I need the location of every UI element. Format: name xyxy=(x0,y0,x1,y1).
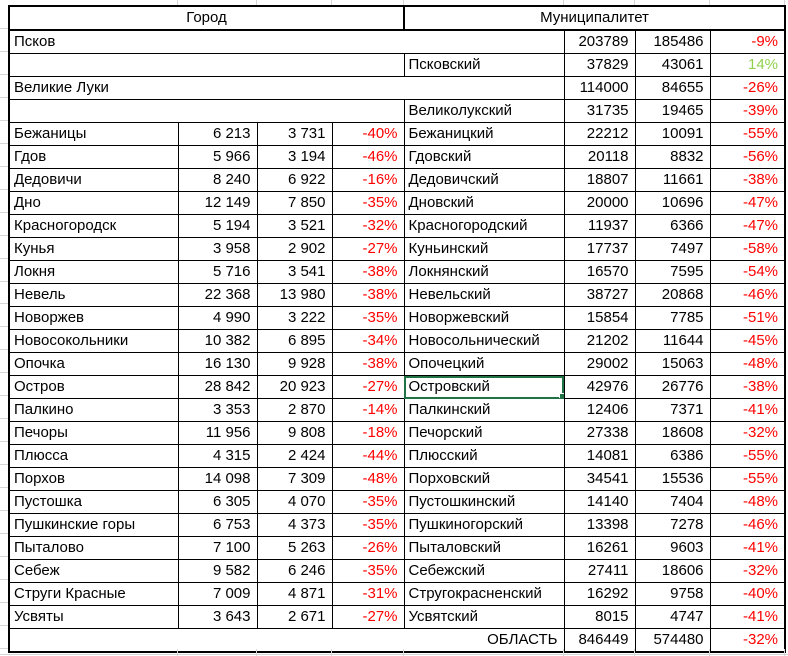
municipality-name-cell[interactable]: Пушкиногорский xyxy=(404,514,564,537)
municipality-value1-cell[interactable]: 17737 xyxy=(564,238,635,261)
city-value2-cell[interactable]: 13 980 xyxy=(257,284,332,307)
municipality-value2-cell[interactable]: 19465 xyxy=(635,100,710,123)
city-value1-cell[interactable]: 4 315 xyxy=(178,445,257,468)
municipality-pct-cell[interactable]: -38% xyxy=(710,376,785,399)
municipality-value1-cell[interactable]: 34541 xyxy=(564,468,635,491)
municipality-value1-cell[interactable]: 11937 xyxy=(564,215,635,238)
table-row xyxy=(9,330,785,353)
city-name-cell[interactable]: Великие Луки xyxy=(9,77,564,100)
gridline xyxy=(403,0,404,5)
city-pct-cell[interactable]: -40% xyxy=(332,123,404,146)
municipality-pct-cell[interactable]: -48% xyxy=(710,353,785,376)
municipality-name-cell[interactable]: Пустошкинский xyxy=(404,491,564,514)
municipality-pct-cell[interactable]: -41% xyxy=(710,399,785,422)
city-name-cell[interactable]: Пустошка xyxy=(9,491,178,514)
city-pct-cell[interactable]: -38% xyxy=(332,353,404,376)
table-row xyxy=(9,192,785,215)
municipality-value1-cell[interactable]: 18807 xyxy=(564,169,635,192)
municipality-pct-cell[interactable]: -32% xyxy=(710,422,785,445)
gridline xyxy=(0,235,8,236)
municipality-value2-cell[interactable]: 9758 xyxy=(635,583,710,606)
municipality-name-cell[interactable]: Плюсский xyxy=(404,445,564,468)
city-value2-cell[interactable]: 3 521 xyxy=(257,215,332,238)
table-row xyxy=(9,215,785,238)
table-row xyxy=(9,30,785,54)
city-name-cell[interactable]: Себеж xyxy=(9,560,178,583)
table-row xyxy=(9,353,785,376)
table-row xyxy=(9,146,785,169)
municipality-name-cell[interactable]: Опочецкий xyxy=(404,353,564,376)
city-name-cell[interactable]: Бежаницы xyxy=(9,123,178,146)
municipality-value2-cell[interactable]: 7371 xyxy=(635,399,710,422)
city-value2-cell[interactable]: 6 246 xyxy=(257,560,332,583)
city-value1-cell[interactable]: 6 213 xyxy=(178,123,257,146)
table-row xyxy=(9,307,785,330)
municipality-value2-cell[interactable]: 10091 xyxy=(635,123,710,146)
city-pct-cell[interactable]: -26% xyxy=(332,537,404,560)
municipality-value1-cell[interactable]: 31735 xyxy=(564,100,635,123)
city-name-cell[interactable]: Дедовичи xyxy=(9,169,178,192)
municipality-name-cell[interactable]: Псковский xyxy=(404,54,564,77)
gridline xyxy=(0,464,8,465)
gridline xyxy=(0,556,8,557)
municipality-pct-cell[interactable]: -56% xyxy=(710,146,785,169)
city-value1-cell[interactable]: 11 956 xyxy=(178,422,257,445)
table-row xyxy=(9,514,785,537)
region-total-row xyxy=(9,629,785,653)
city-name-cell[interactable]: Невель xyxy=(9,284,178,307)
city-name-cell[interactable]: Кунья xyxy=(9,238,178,261)
table-row xyxy=(9,583,785,606)
table-row xyxy=(9,537,785,560)
gridline xyxy=(0,510,8,511)
municipality-value2-cell[interactable]: 43061 xyxy=(635,54,710,77)
city-value2-cell[interactable]: 3 541 xyxy=(257,261,332,284)
gridline xyxy=(0,579,8,580)
city-value1-cell[interactable]: 12 149 xyxy=(178,192,257,215)
municipality-name-cell[interactable]: Красногородский xyxy=(404,215,564,238)
gridline xyxy=(634,0,635,5)
municipality-pct-cell[interactable]: -32% xyxy=(710,560,785,583)
municipality-pct-cell[interactable]: -40% xyxy=(710,583,785,606)
city-value2-cell[interactable]: 6 922 xyxy=(257,169,332,192)
city-value2-cell[interactable]: 2 671 xyxy=(257,606,332,629)
municipality-value2-cell[interactable]: 7497 xyxy=(635,238,710,261)
municipality-name-cell[interactable]: Усвятский xyxy=(404,606,564,629)
city-name-cell[interactable]: Дно xyxy=(9,192,178,215)
city-name-cell[interactable]: Локня xyxy=(9,261,178,284)
gridline xyxy=(0,120,8,121)
gridline xyxy=(0,281,8,282)
municipality-value2-cell[interactable]: 6386 xyxy=(635,445,710,468)
city-value1-cell[interactable]: 14 098 xyxy=(178,468,257,491)
city-value1-cell[interactable]: 3 643 xyxy=(178,606,257,629)
gridline xyxy=(0,487,8,488)
city-pct-cell[interactable]: -35% xyxy=(332,192,404,215)
municipality-value2-cell[interactable]: 185486 xyxy=(635,30,710,54)
municipality-name-cell[interactable]: Дновский xyxy=(404,192,564,215)
municipality-pct-cell[interactable]: -48% xyxy=(710,491,785,514)
city-value1-cell[interactable]: 3 958 xyxy=(178,238,257,261)
municipality-name-cell[interactable]: Невельский xyxy=(404,284,564,307)
city-name-cell[interactable]: Гдов xyxy=(9,146,178,169)
gridline xyxy=(0,97,8,98)
city-pct-cell[interactable]: -44% xyxy=(332,445,404,468)
municipality-name-cell[interactable]: Печорский xyxy=(404,422,564,445)
city-value1-cell[interactable]: 5 966 xyxy=(178,146,257,169)
municipality-name-cell[interactable]: Локнянский xyxy=(404,261,564,284)
municipality-pct-cell[interactable]: -26% xyxy=(710,77,785,100)
gridline xyxy=(0,303,8,304)
gridline xyxy=(0,349,8,350)
municipality-value2-cell[interactable]: 6366 xyxy=(635,215,710,238)
city-value1-cell[interactable]: 5 716 xyxy=(178,261,257,284)
city-name-cell[interactable]: Красногородск xyxy=(9,215,178,238)
municipality-value2-cell[interactable]: 4747 xyxy=(635,606,710,629)
city-value1-cell[interactable]: 28 842 xyxy=(178,376,257,399)
city-value2-cell[interactable]: 6 895 xyxy=(257,330,332,353)
municipality-name-cell[interactable]: Куньинский xyxy=(404,238,564,261)
municipality-value2-cell[interactable]: 18608 xyxy=(635,422,710,445)
city-value2-cell[interactable]: 9 808 xyxy=(257,422,332,445)
city-value2-cell[interactable]: 2 424 xyxy=(257,445,332,468)
municipality-value1-cell[interactable]: 16292 xyxy=(564,583,635,606)
city-name-cell[interactable]: Усвяты xyxy=(9,606,178,629)
table-row xyxy=(9,422,785,445)
municipality-value1-cell[interactable]: 14081 xyxy=(564,445,635,468)
table-row xyxy=(9,468,785,491)
municipality-name-cell[interactable]: Великолукский xyxy=(404,100,564,123)
city-pct-cell[interactable]: -27% xyxy=(332,606,404,629)
gridline xyxy=(331,0,332,5)
region-value2-cell[interactable]: 574480 xyxy=(635,629,710,653)
gridline xyxy=(784,0,785,5)
gridline xyxy=(0,441,8,442)
municipality-value1-cell[interactable]: 15854 xyxy=(564,307,635,330)
municipality-value2-cell[interactable]: 15536 xyxy=(635,468,710,491)
municipality-value2-cell[interactable]: 8832 xyxy=(635,146,710,169)
city-name-cell[interactable]: Плюсса xyxy=(9,445,178,468)
city-name-cell[interactable]: Остров xyxy=(9,376,178,399)
city-pct-cell[interactable]: -18% xyxy=(332,422,404,445)
municipality-name-cell[interactable]: Порховский xyxy=(404,468,564,491)
gridline xyxy=(256,0,257,5)
city-value1-cell[interactable]: 16 130 xyxy=(178,353,257,376)
municipality-value1-cell[interactable]: 22212 xyxy=(564,123,635,146)
municipality-value2-cell[interactable]: 11661 xyxy=(635,169,710,192)
municipality-value2-cell[interactable]: 20868 xyxy=(635,284,710,307)
table-row xyxy=(9,445,785,468)
municipality-value1-cell[interactable]: 16570 xyxy=(564,261,635,284)
empty-city-cell[interactable] xyxy=(9,54,404,77)
municipality-pct-cell[interactable]: -55% xyxy=(710,123,785,146)
population-table xyxy=(8,5,786,653)
municipality-pct-cell[interactable]: -46% xyxy=(710,284,785,307)
gridline xyxy=(177,0,178,5)
table-row xyxy=(9,399,785,422)
table-row xyxy=(9,100,785,123)
header-row xyxy=(9,6,785,30)
city-pct-cell[interactable]: -38% xyxy=(332,284,404,307)
gridline xyxy=(0,533,8,534)
city-value2-cell[interactable]: 2 902 xyxy=(257,238,332,261)
table-row xyxy=(9,261,785,284)
gridline xyxy=(0,372,8,373)
city-pct-cell[interactable]: -46% xyxy=(332,146,404,169)
gridline xyxy=(709,0,710,5)
city-pct-cell[interactable]: -35% xyxy=(332,491,404,514)
table-row xyxy=(9,77,785,100)
city-pct-cell[interactable]: -38% xyxy=(332,261,404,284)
municipality-pct-cell[interactable]: -38% xyxy=(710,169,785,192)
city-name-cell[interactable]: Печоры xyxy=(9,422,178,445)
table-row xyxy=(9,560,785,583)
city-pct-cell[interactable]: -27% xyxy=(332,376,404,399)
municipality-value2-cell[interactable]: 10696 xyxy=(635,192,710,215)
municipality-value1-cell[interactable]: 13398 xyxy=(564,514,635,537)
municipality-name-cell[interactable]: Гдовский xyxy=(404,146,564,169)
municipality-value1-cell[interactable]: 14140 xyxy=(564,491,635,514)
city-value1-cell[interactable]: 7 009 xyxy=(178,583,257,606)
city-name-cell[interactable]: Порхов xyxy=(9,468,178,491)
city-value1-cell[interactable]: 10 382 xyxy=(178,330,257,353)
city-value1-cell[interactable]: 6 753 xyxy=(178,514,257,537)
city-value1-cell[interactable]: 9 582 xyxy=(178,560,257,583)
city-name-cell[interactable]: Новосокольники xyxy=(9,330,178,353)
municipality-pct-cell[interactable]: -41% xyxy=(710,606,785,629)
municipality-pct-cell[interactable]: -58% xyxy=(710,238,785,261)
municipality-pct-cell[interactable]: -46% xyxy=(710,514,785,537)
municipality-pct-cell[interactable]: 14% xyxy=(710,54,785,77)
gridline xyxy=(0,166,8,167)
city-value1-cell[interactable]: 6 305 xyxy=(178,491,257,514)
municipality-value1-cell[interactable]: 21202 xyxy=(564,330,635,353)
gridline xyxy=(0,326,8,327)
city-name-cell[interactable]: Пушкинские горы xyxy=(9,514,178,537)
city-value2-cell[interactable]: 3 194 xyxy=(257,146,332,169)
municipality-pct-cell[interactable]: -47% xyxy=(710,215,785,238)
empty-city-cell[interactable] xyxy=(9,100,404,123)
municipality-value1-cell[interactable]: 20118 xyxy=(564,146,635,169)
municipality-name-cell[interactable]: Стругокрасненский xyxy=(404,583,564,606)
municipality-pct-cell[interactable]: -45% xyxy=(710,330,785,353)
table-row xyxy=(9,238,785,261)
municipality-value1-cell[interactable]: 8015 xyxy=(564,606,635,629)
city-value2-cell[interactable]: 20 923 xyxy=(257,376,332,399)
gridline xyxy=(0,602,8,603)
municipality-pct-cell[interactable]: -55% xyxy=(710,468,785,491)
municipality-value1-cell[interactable]: 27338 xyxy=(564,422,635,445)
city-pct-cell[interactable]: -35% xyxy=(332,307,404,330)
city-pct-cell[interactable]: -14% xyxy=(332,399,404,422)
municipality-value2-cell[interactable]: 9603 xyxy=(635,537,710,560)
municipality-value2-cell[interactable]: 15063 xyxy=(635,353,710,376)
table-row xyxy=(9,284,785,307)
municipality-pct-cell[interactable]: -9% xyxy=(710,30,785,54)
city-name-cell[interactable]: Опочка xyxy=(9,353,178,376)
city-pct-cell[interactable]: -16% xyxy=(332,169,404,192)
municipality-pct-cell[interactable]: -39% xyxy=(710,100,785,123)
city-value2-cell[interactable]: 7 309 xyxy=(257,468,332,491)
gridline xyxy=(0,51,8,52)
municipality-pct-cell[interactable]: -55% xyxy=(710,445,785,468)
city-value2-cell[interactable]: 5 263 xyxy=(257,537,332,560)
city-value2-cell[interactable]: 3 222 xyxy=(257,307,332,330)
municipality-name-cell[interactable]: Дедовичский xyxy=(404,169,564,192)
city-section-header[interactable]: Город xyxy=(9,6,404,30)
city-value2-cell[interactable]: 4 373 xyxy=(257,514,332,537)
city-value2-cell[interactable]: 4 871 xyxy=(257,583,332,606)
gridline xyxy=(0,418,8,419)
city-value2-cell[interactable]: 7 850 xyxy=(257,192,332,215)
gridline xyxy=(0,143,8,144)
municipality-value2-cell[interactable]: 7278 xyxy=(635,514,710,537)
municipality-value1-cell[interactable]: 203789 xyxy=(564,30,635,54)
municipality-value1-cell[interactable]: 29002 xyxy=(564,353,635,376)
municipality-name-cell[interactable]: Новосольнический xyxy=(404,330,564,353)
city-name-cell[interactable]: Палкино xyxy=(9,399,178,422)
municipality-value2-cell[interactable]: 84655 xyxy=(635,77,710,100)
municipality-value1-cell[interactable]: 27411 xyxy=(564,560,635,583)
region-pct-cell[interactable]: -32% xyxy=(710,629,785,653)
municipality-pct-cell[interactable]: -51% xyxy=(710,307,785,330)
municipality-value1-cell[interactable]: 42976 xyxy=(564,376,635,399)
gridline xyxy=(0,258,8,259)
city-value2-cell[interactable]: 9 928 xyxy=(257,353,332,376)
municipality-value2-cell[interactable]: 7404 xyxy=(635,491,710,514)
municipality-value2-cell[interactable]: 11644 xyxy=(635,330,710,353)
city-pct-cell[interactable]: -35% xyxy=(332,560,404,583)
municipality-name-cell[interactable]: Бежаницкий xyxy=(404,123,564,146)
gridline xyxy=(0,625,8,626)
city-value1-cell[interactable]: 7 100 xyxy=(178,537,257,560)
city-value2-cell[interactable]: 3 731 xyxy=(257,123,332,146)
municipality-value2-cell[interactable]: 18606 xyxy=(635,560,710,583)
gridline xyxy=(563,0,564,5)
gridline xyxy=(0,654,788,655)
city-name-cell[interactable]: Новоржев xyxy=(9,307,178,330)
municipality-name-cell[interactable]: Палкинский xyxy=(404,399,564,422)
municipality-value1-cell[interactable]: 20000 xyxy=(564,192,635,215)
gridline xyxy=(0,212,8,213)
gridline xyxy=(0,395,8,396)
city-pct-cell[interactable]: -35% xyxy=(332,514,404,537)
gridline xyxy=(0,189,8,190)
city-value1-cell[interactable]: 22 368 xyxy=(178,284,257,307)
municipality-value1-cell[interactable]: 16261 xyxy=(564,537,635,560)
region-label-cell[interactable]: ОБЛАСТЬ xyxy=(9,629,564,653)
municipality-value1-cell[interactable]: 114000 xyxy=(564,77,635,100)
municipality-name-cell[interactable]: Пыталовский xyxy=(404,537,564,560)
municipality-value2-cell[interactable]: 7785 xyxy=(635,307,710,330)
table-row xyxy=(9,169,785,192)
municipality-value1-cell[interactable]: 37829 xyxy=(564,54,635,77)
gridline xyxy=(0,648,8,649)
region-value1-cell[interactable]: 846449 xyxy=(564,629,635,653)
table-row xyxy=(9,376,785,399)
city-value2-cell[interactable]: 4 070 xyxy=(257,491,332,514)
city-pct-cell[interactable]: -48% xyxy=(332,468,404,491)
city-value2-cell[interactable]: 2 870 xyxy=(257,399,332,422)
city-pct-cell[interactable]: -34% xyxy=(332,330,404,353)
city-pct-cell[interactable]: -27% xyxy=(332,238,404,261)
municipality-value1-cell[interactable]: 38727 xyxy=(564,284,635,307)
municipality-pct-cell[interactable]: -54% xyxy=(710,261,785,284)
table-row xyxy=(9,491,785,514)
city-value1-cell[interactable]: 4 990 xyxy=(178,307,257,330)
city-name-cell[interactable]: Струги Красные xyxy=(9,583,178,606)
city-pct-cell[interactable]: -31% xyxy=(332,583,404,606)
city-value1-cell[interactable]: 8 240 xyxy=(178,169,257,192)
municipality-name-cell[interactable]: Себежский xyxy=(404,560,564,583)
city-value1-cell[interactable]: 3 353 xyxy=(178,399,257,422)
municipality-name-cell[interactable]: Островский xyxy=(404,376,564,399)
municipality-value2-cell[interactable]: 26776 xyxy=(635,376,710,399)
municipality-pct-cell[interactable]: -41% xyxy=(710,537,785,560)
municipality-name-cell[interactable]: Новоржевский xyxy=(404,307,564,330)
city-name-cell[interactable]: Псков xyxy=(9,30,564,54)
municipality-pct-cell[interactable]: -47% xyxy=(710,192,785,215)
table-row xyxy=(9,123,785,146)
municipality-value1-cell[interactable]: 12406 xyxy=(564,399,635,422)
municipality-value2-cell[interactable]: 7595 xyxy=(635,261,710,284)
gridline xyxy=(0,28,8,29)
city-value1-cell[interactable]: 5 194 xyxy=(178,215,257,238)
table-row xyxy=(9,606,785,629)
city-pct-cell[interactable]: -32% xyxy=(332,215,404,238)
city-name-cell[interactable]: Пыталово xyxy=(9,537,178,560)
table-row xyxy=(9,54,785,77)
municipality-section-header[interactable]: Муниципалитет xyxy=(404,6,785,30)
gridline xyxy=(0,74,8,75)
